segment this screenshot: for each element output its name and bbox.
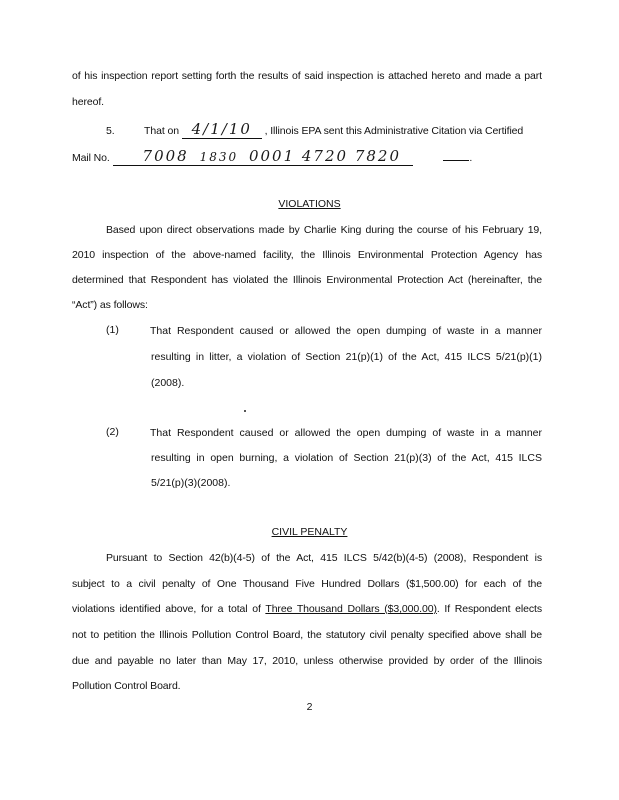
mail-number-line (72, 149, 542, 166)
violation-2-line-3: 5/21(p)(3)(2008). (151, 477, 231, 489)
penalty-line-3-end: . If Respondent elects (436, 603, 542, 615)
violations-line-2: 2010 inspection of the above-named facility, the Illinois Environmental Protection Agency has (72, 249, 542, 261)
penalty-line-6: Pollution Control Board. (72, 680, 181, 692)
paragraph-number: 5. (106, 125, 115, 137)
violation-1-line-2: resulting in litter, a violation of Section 21(p)(1) of the Act, 415 ILCS 5/21(p)(1) (151, 351, 542, 363)
date-blank (182, 122, 262, 139)
penalty-line-4: not to petition the Illinois Pollution Control Board, the statutory civil penalty specified above shall be (72, 629, 542, 641)
penalty-total-amount: Three Thousand Dollars ($3,000.00) (265, 603, 437, 615)
stray-mark (244, 410, 246, 412)
violation-2-line-1: That Respondent caused or allowed the open dumping of waste in a manner (150, 427, 542, 439)
that-on-text: That on (144, 125, 179, 137)
handwritten-mail-1: 7008 (142, 147, 189, 165)
mail-period: . (469, 152, 473, 164)
paragraph-5 (106, 122, 542, 139)
violation-1-line-1: That Respondent caused or allowed the open dumping of waste in a manner (150, 325, 542, 337)
violations-line-3: determined that Respondent has violated the Illinois Environmental Protection Act (hereinafter, the (72, 274, 542, 286)
violation-1-number: (1) (106, 324, 119, 336)
mail-blank-tail (443, 160, 469, 161)
mail-label: Mail No. (72, 152, 110, 164)
violations-line-4: “Act”) as follows: (72, 299, 148, 311)
intro-line-1: of his inspection report setting forth the results of said inspection is attached hereto and made a part (72, 70, 542, 82)
page-number: 2 (306, 701, 313, 713)
civil-penalty-heading: CIVIL PENALTY (271, 526, 348, 538)
violations-heading: VIOLATIONS (278, 198, 341, 210)
mail-number-blank (113, 149, 413, 166)
violations-line-1: Based upon direct observations made by Charlie King during the course of his February 19, (106, 224, 542, 236)
intro-line-2: hereof. (72, 96, 104, 108)
violation-2-number: (2) (106, 426, 119, 438)
handwritten-mail-3: 0001 4720 7820 (248, 147, 401, 165)
handwritten-date: 4/1/10 (191, 120, 252, 138)
after-date-text: , Illinois EPA sent this Administrative Citation via Certified (264, 125, 524, 137)
penalty-line-3-start: violations identified above, for a total of (72, 603, 266, 615)
violation-1-line-3: (2008). (151, 377, 185, 389)
penalty-line-2: subject to a civil penalty of One Thousand Five Hundred Dollars ($1,500.00) for each of the (72, 578, 542, 590)
handwritten-mail-2: 1830 (199, 150, 239, 164)
penalty-line-1: Pursuant to Section 42(b)(4-5) of the Act, 415 ILCS 5/42(b)(4-5) (2008), Respondent is (106, 552, 542, 564)
penalty-line-3 (72, 602, 542, 616)
violation-2-line-2: resulting in open burning, a violation of Section 21(p)(3) of the Act, 415 ILCS (151, 452, 542, 464)
penalty-line-5: due and payable no later than May 17, 2010, unless otherwise provided by order of the Illinois (72, 655, 542, 667)
